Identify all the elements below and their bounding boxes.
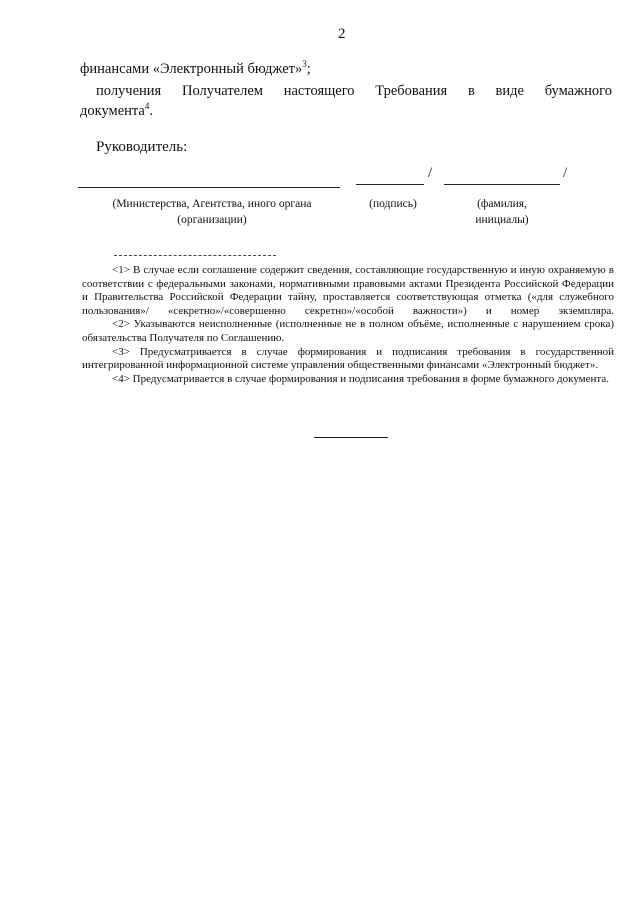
name-caption [456, 196, 548, 228]
body-line-2-word: виде [495, 83, 524, 99]
body-line-3-tail: . [149, 103, 153, 119]
footnote-separator [114, 255, 276, 256]
name-caption-line-2: инициалы) [475, 214, 529, 226]
footnote-ref-4: 4 [144, 101, 150, 111]
footnote-1: <1> В случае если соглашение содержит сведения, составляющие государственную и иную охраняемую в соответствии с федеральными законами, нормативными правовыми актами Президента Российской Федерации и Правительства Российской Федерации тайну, проставляется соответствующая отметка («для служебного пользования»/ «секретно»/«совершенно секретно»/«особой важности») и номер экземпляра. [82, 264, 614, 317]
body-line-2-word: получения [96, 83, 162, 99]
page-number: 2 [338, 26, 346, 42]
body-line-3 [80, 102, 153, 121]
body-line-1-tail: ; [306, 61, 311, 77]
footnotes-block [82, 264, 614, 386]
body-line-1 [80, 60, 311, 79]
body-line-2 [96, 82, 612, 101]
footnote-ref-3: 3 [302, 59, 307, 69]
head-label: Руководитель: [96, 139, 188, 155]
body-line-2-word: настоящего [283, 83, 355, 99]
body-line-2-word: бумажного [544, 83, 612, 99]
footnote-3: <3> Предусматривается в случае формирования и подписания требования в государственной интегрированной информационной системе управления общественными финансами «Электронный бюджет». [82, 345, 614, 372]
signature-line [356, 184, 424, 185]
body-line-2-word: в [467, 83, 475, 99]
ministry-signature-line [78, 187, 340, 188]
name-caption-line-1: (фамилия, [477, 198, 527, 210]
signature-caption: (подпись) [369, 198, 417, 210]
ministry-caption-line-2: (организации) [177, 214, 247, 226]
end-rule [314, 437, 388, 438]
body-line-2-word: Требования [375, 83, 448, 99]
footnote-4: <4> Предусматривается в случае формирования и подписания требования в форме бумажного документа. [112, 372, 609, 385]
body-line-3-text: документа [80, 103, 145, 119]
signature-separator-slash: / [428, 165, 433, 181]
body-line-1-text: финансами «Электронный бюджет» [80, 61, 303, 77]
ministry-caption [92, 196, 332, 228]
name-signature-line [444, 184, 560, 185]
ministry-caption-line-1: (Министерства, Агентства, иного органа [112, 198, 312, 210]
footnote-2: <2> Указываются неисполненные (исполненные не в полном объёме, исполненные с нарушением срока) обязательства Получателя по Соглашению. [82, 318, 614, 344]
body-line-2-word: Получателем [181, 83, 263, 99]
name-separator-slash: / [563, 165, 568, 181]
